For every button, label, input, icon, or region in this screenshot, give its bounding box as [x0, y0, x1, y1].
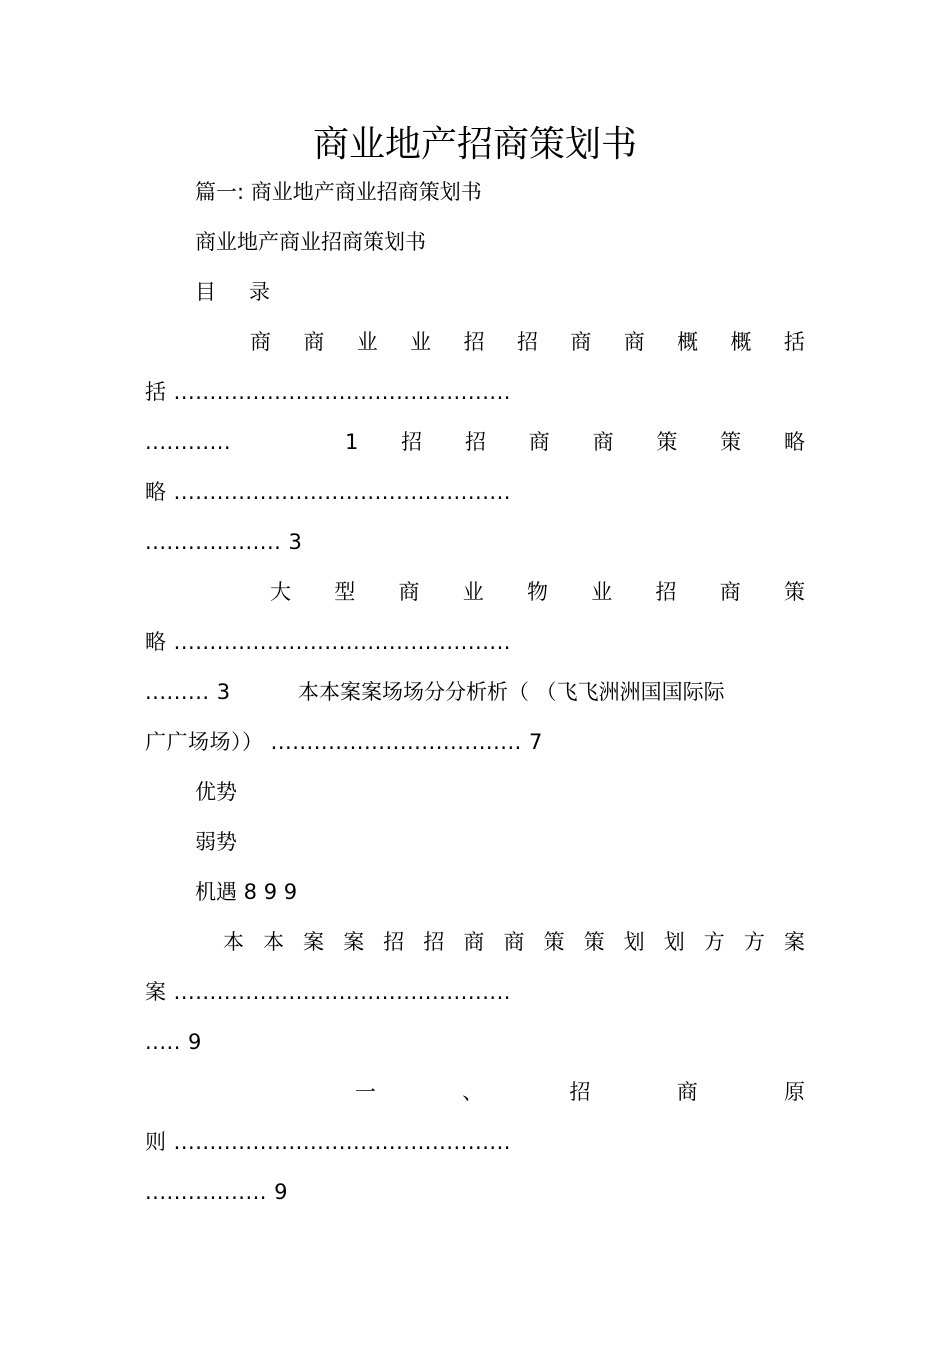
toc-entry-6-line3: ................. 9	[145, 1180, 289, 1204]
char: 招	[463, 330, 485, 354]
char: 概	[730, 330, 752, 354]
char: 案	[303, 930, 325, 954]
char: 策	[720, 430, 742, 454]
char: 策	[583, 930, 605, 954]
char: 招	[423, 930, 445, 954]
char: 招	[401, 430, 423, 454]
char: 概	[677, 330, 699, 354]
char: 1	[345, 430, 359, 454]
toc-entry-2-line2: 略 ...............................................	[145, 480, 511, 504]
char: 略	[783, 430, 805, 454]
char: 商	[463, 930, 485, 954]
char: 、	[462, 1080, 484, 1104]
char: 划	[623, 930, 645, 954]
char: 划	[663, 930, 685, 954]
char: 商	[623, 330, 645, 354]
toc-entry-5-line1	[223, 925, 805, 959]
toc-entry-1-line2: 括 ...............................................	[145, 380, 511, 404]
char: 大	[270, 580, 291, 604]
toc-entry-5-line3: ..... 9	[145, 1030, 202, 1054]
char: 商	[570, 330, 592, 354]
char: 业	[591, 580, 613, 604]
char: 型	[334, 580, 356, 604]
char: 本	[223, 930, 244, 954]
subtitle: 篇一: 商业地产商业招商策划书	[195, 180, 482, 204]
char: 招	[569, 1080, 591, 1104]
char: 案	[343, 930, 365, 954]
char: 商	[528, 430, 550, 454]
char: 商	[719, 580, 741, 604]
toc-entry-1-line1	[250, 325, 805, 359]
toc-entry-4-line1: 本本案案场场分分析析（ （飞飞洲洲国国际际	[298, 680, 725, 704]
document-name: 商业地产商业招商策划书	[195, 230, 426, 254]
toc-entry-weaknesses: 弱势	[195, 830, 237, 854]
toc-entry-2-line3: ................... 3	[145, 530, 303, 554]
toc-entry-5-line2: 案 ...............................................	[145, 980, 511, 1004]
char: 业	[356, 330, 378, 354]
toc-entry-2-line1	[345, 425, 805, 459]
char: 策	[543, 930, 565, 954]
char: 商	[250, 330, 271, 354]
char: 商	[303, 330, 325, 354]
char: 方	[743, 930, 765, 954]
page-title: 商业地产招商策划书	[312, 124, 637, 165]
char: 业	[462, 580, 484, 604]
char: 括	[783, 330, 805, 354]
char: 一	[355, 1080, 376, 1104]
char: 方	[703, 930, 725, 954]
char: 原	[784, 1080, 805, 1104]
char: 本	[263, 930, 285, 954]
char: 商	[592, 430, 614, 454]
toc-entry-6-line2: 则 ...............................................	[145, 1130, 511, 1154]
toc-heading-char: 目	[195, 280, 216, 304]
toc-entry-opportunities: 机遇 8 9 9	[195, 880, 298, 904]
char: 招	[655, 580, 677, 604]
toc-entry-strengths: 优势	[195, 780, 237, 804]
toc-entry-3-line1	[270, 575, 805, 609]
toc-entry-3-line2: 略 ...............................................	[145, 630, 511, 654]
char: 策	[656, 430, 678, 454]
char: 商	[503, 930, 525, 954]
char: 案	[783, 930, 805, 954]
toc-entry-6-line1	[355, 1075, 805, 1109]
char: 策	[784, 580, 805, 604]
char: 招	[464, 430, 486, 454]
char: 招	[516, 330, 538, 354]
char: 商	[676, 1080, 698, 1104]
char: 业	[410, 330, 432, 354]
toc-entry-2-lead: ............	[145, 430, 232, 454]
toc-heading-char: 录	[249, 280, 270, 304]
toc-entry-4-line2: 广广场场）） ................................... 7	[145, 730, 543, 754]
toc-heading	[195, 275, 270, 309]
char: 物	[527, 580, 548, 604]
char: 招	[383, 930, 405, 954]
toc-entry-4-lead: ......... 3	[145, 680, 231, 704]
char: 商	[398, 580, 420, 604]
